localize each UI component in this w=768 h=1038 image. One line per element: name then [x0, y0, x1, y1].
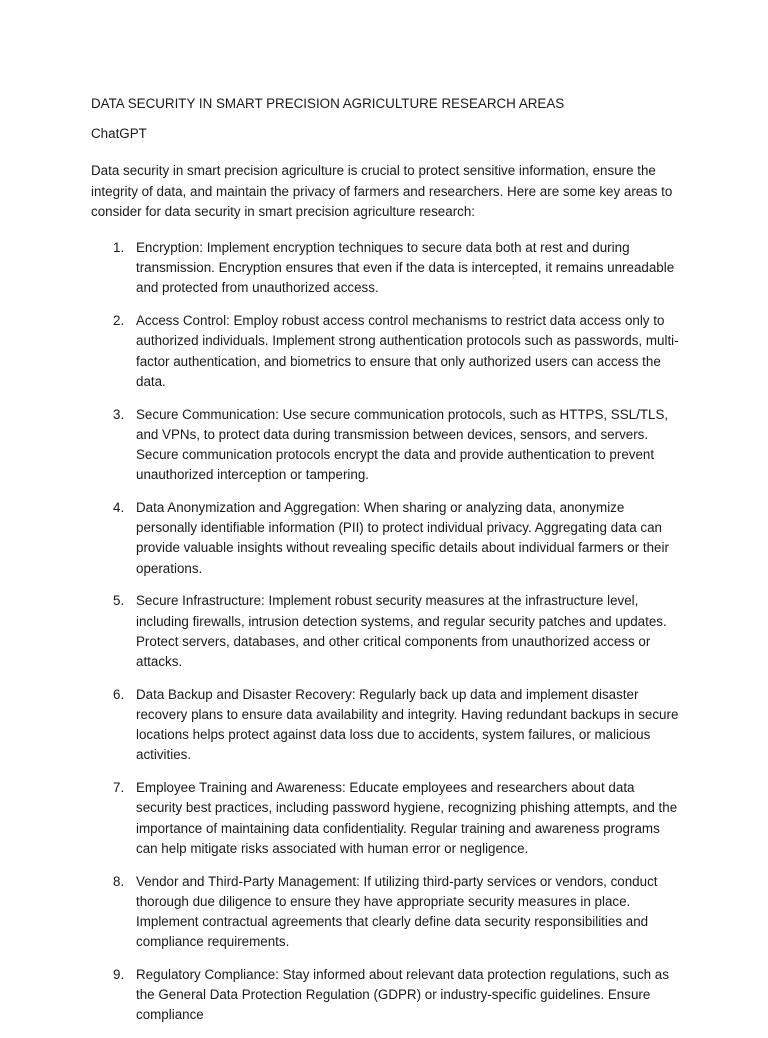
list-item-number: 1.	[113, 240, 125, 256]
list-item-text: Data Anonymization and Aggregation: When sharing or analyzing data, anonymize personally identifiable information (PII) to protect individual privacy. Aggregating data can provide valuable insights without revealing specific details about individual farmers or their operations.	[136, 500, 669, 576]
list-item	[91, 872, 681, 953]
list-item	[91, 238, 681, 299]
list-item	[91, 685, 681, 766]
list-item-number: 8.	[113, 873, 125, 889]
list-item-number: 5.	[113, 593, 125, 609]
list-item	[91, 498, 681, 579]
list-item	[91, 965, 681, 1026]
list-item-text: Secure Infrastructure: Implement robust security measures at the infrastructure level, including firewalls, intrusion detection systems, and regular security patches and updates. Protect servers, databases, and other critical components from unauthorized access or attacks.	[136, 593, 667, 670]
document-title: DATA SECURITY IN SMART PRECISION AGRICULTURE RESEARCH AREAS	[91, 96, 565, 111]
list-item-text: Access Control: Employ robust access control mechanisms to restrict data access only to authorized individuals. Implement strong authentication protocols such as passwords, multi-factor authentication, and biometrics to ensure that only authorized users can access the data.	[136, 313, 679, 389]
list-item-text: Encryption: Implement encryption techniques to secure data both at rest and during transmission. Encryption ensures that even if the data is intercepted, it remains unreadable and protected from unauthorized access.	[136, 240, 675, 296]
list-item-number: 6.	[113, 686, 125, 702]
document-page	[91, 94, 681, 1038]
list-item-number: 9.	[113, 967, 125, 983]
list-item-text: Secure Communication: Use secure communication protocols, such as HTTPS, SSL/TLS, and VPNs, to protect data during transmission between devices, sensors, and servers. Secure communication protocols encrypt the data and provide authentication to prevent unauthorized interception or tampering.	[136, 406, 669, 483]
list-item-text: Data Backup and Disaster Recovery: Regularly back up data and implement disaster recovery plans to ensure data availability and integrity. Having redundant backups in secure locations helps protect against data loss due to accidents, system failures, or malicious activities.	[136, 686, 679, 763]
list-item-text: Employee Training and Awareness: Educate employees and researchers about data security best practices, including password hygiene, recognizing phishing attempts, and the importance of maintaining data confidentiality. Regular training and awareness programs can help mitigate risks associated with human error or negligence.	[136, 780, 678, 856]
list-item-text: Regulatory Compliance: Stay informed about relevant data protection regulations, such as the General Data Protection Regulation (GDPR) or industry-specific guidelines. Ensure compliance	[136, 967, 669, 1023]
list-item	[91, 311, 681, 392]
list-item	[91, 778, 681, 859]
list-item-number: 7.	[113, 780, 125, 796]
list-item	[91, 405, 681, 486]
list-item	[91, 591, 681, 672]
list-item-number: 2.	[113, 313, 125, 329]
document-author: ChatGPT	[91, 126, 147, 142]
list-item-number: 3.	[113, 406, 125, 422]
list-item-number: 4.	[113, 500, 125, 516]
intro-paragraph: Data security in smart precision agriculture is crucial to protect sensitive information, ensure the integrity of data, and maintain the privacy of farmers and researchers. Here are some key areas to consider for data security in smart precision agriculture research:	[91, 163, 673, 219]
key-areas-list	[91, 238, 681, 1026]
list-item-text: Vendor and Third-Party Management: If utilizing third-party services or vendors, conduct thorough due diligence to ensure they have appropriate security measures in place. Implement contractual agreements that clearly define data security responsibilities and compliance requirements.	[136, 873, 658, 950]
